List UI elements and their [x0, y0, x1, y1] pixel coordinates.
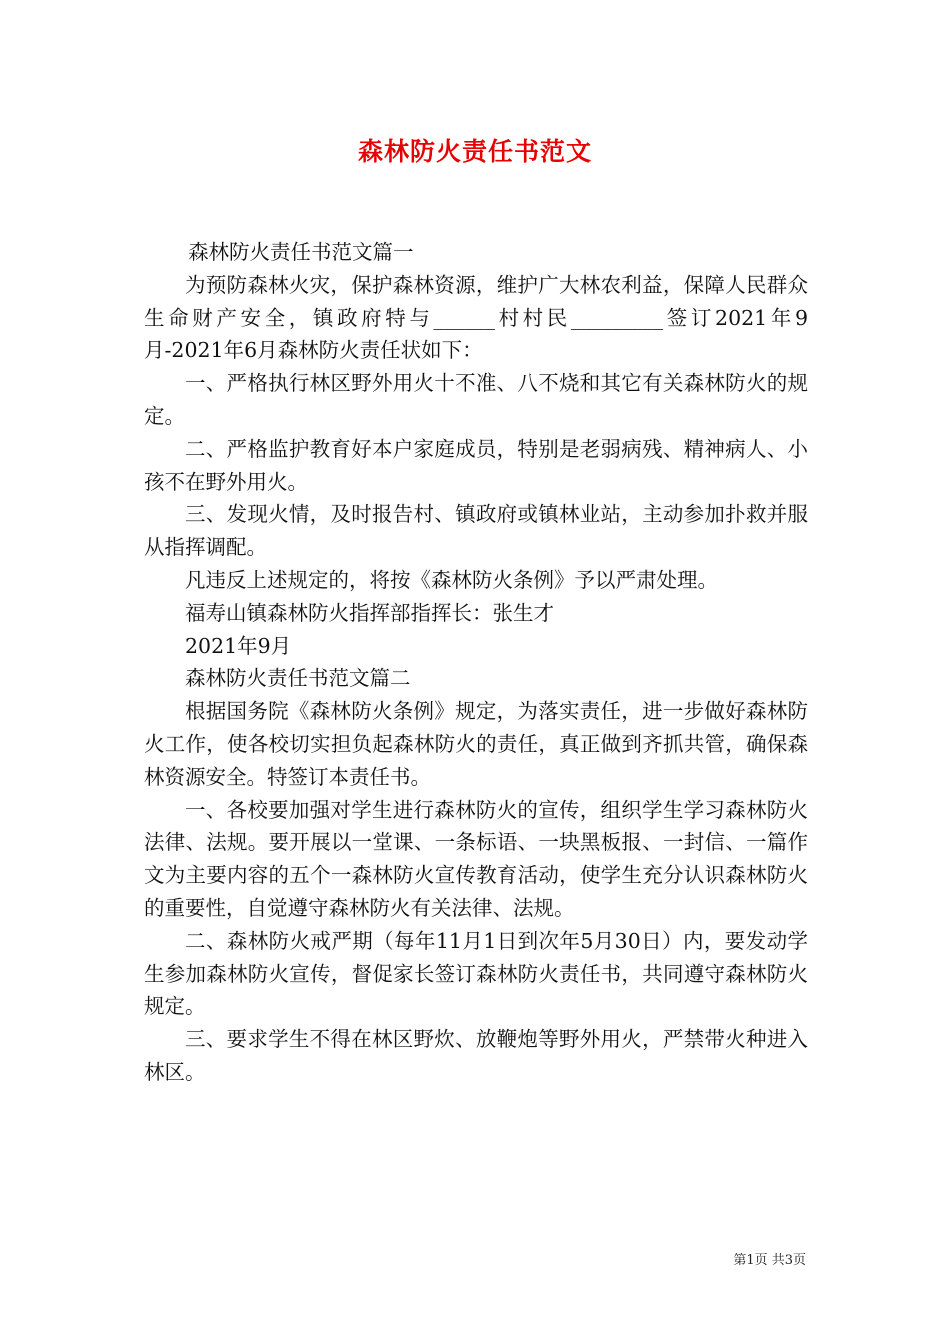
- paragraph: 一、各校要加强对学生进行森林防火的宣传，组织学生学习森林防火法律、法规。要开展以一堂课、一条标语、一块黑板报、一封信、一篇作文为主要内容的五个一森林防火宣传教育活动，使学生充分认识森林防火的重要性，自觉遵守森林防火有关法律、法规。: [144, 797, 808, 920]
- paragraph: 为预防森林火灾，保护森林资源，维护广大林农利益，保障人民群众生命财产安全，镇政府特与______村村民_________签订2021年9月-2021年6月森林防火责任状如下：: [144, 272, 808, 363]
- section-heading-1: 森林防火责任书范文篇一: [188, 240, 414, 264]
- document-body: [144, 236, 808, 1089]
- section-heading-2: 森林防火责任书范文篇二: [185, 666, 411, 691]
- page-indicator: 第1页 共3页: [733, 1253, 806, 1268]
- paragraph: 凡违反上述规定的，将按《森林防火条例》予以严肃处理。: [185, 567, 718, 592]
- paragraph: 三、发现火情，及时报告村、镇政府或镇林业站，主动参加扑救并服从指挥调配。: [144, 502, 808, 560]
- paragraph: 二、森林防火戒严期（每年11月1日到次年5月30日）内，要发动学生参加森林防火宣传，督促家长签订森林防火责任书，共同遵守森林防火规定。: [144, 928, 808, 1019]
- paragraph: 根据国务院《森林防火条例》规定，为落实责任，进一步做好森林防火工作，使各校切实担负起森林防火的责任，真正做到齐抓共管，确保森林资源安全。特签订本责任书。: [144, 699, 808, 789]
- paragraph: 一、严格执行林区野外用火十不准、八不烧和其它有关森林防火的规定。: [144, 371, 808, 428]
- date-line: 2021年9月: [185, 633, 292, 658]
- paragraph: 三、要求学生不得在林区野炊、放鞭炮等野外用火，严禁带火种进入林区。: [144, 1027, 808, 1084]
- signature-line: 福寿山镇森林防火指挥部指挥长：张生才: [185, 600, 554, 625]
- document-title: 森林防火责任书范文: [357, 137, 592, 166]
- paragraph: 二、严格监护教育好本户家庭成员，特别是老弱病残、精神病人、小孩不在野外用火。: [144, 436, 808, 494]
